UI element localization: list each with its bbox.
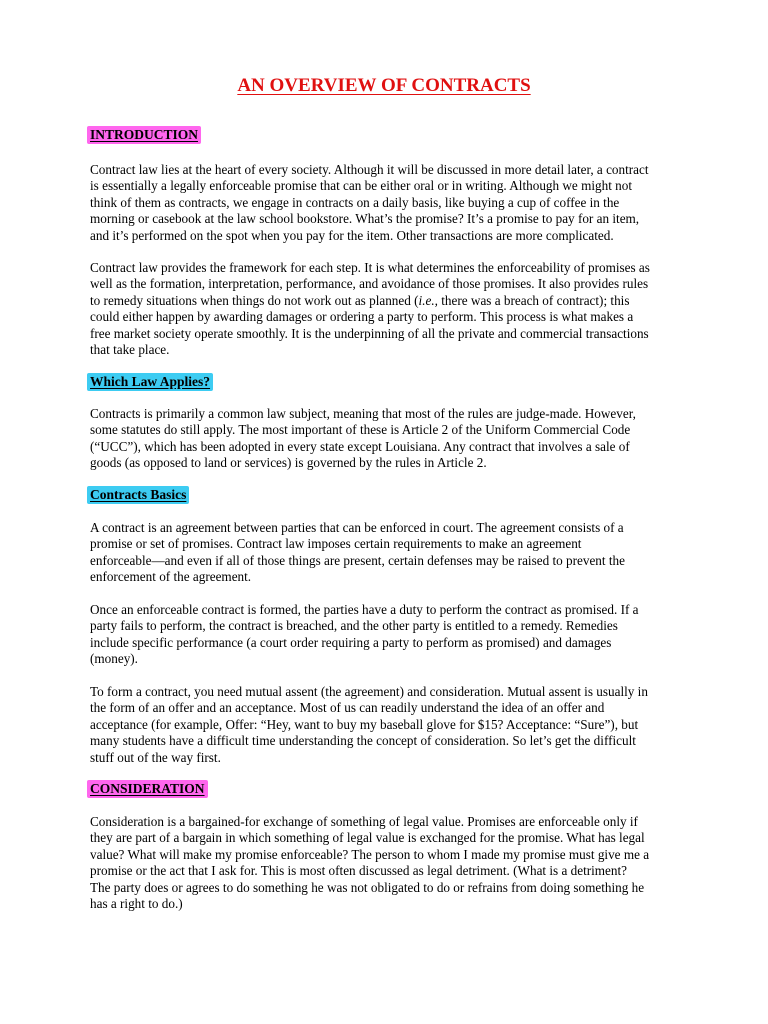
line-with-italic: to remedy situations when things do not work out as planned (i.e., there was a breach of contract); this <box>90 292 630 308</box>
paragraph: Once an enforceable contract is formed, the parties have a duty to perform the contract as promised. If a party fails to perform, the contract is breached, and the other party is entitled to a remedy. Remedies include specific performance (a court order requiring a party to perform as promised) and damages (money). <box>90 602 639 667</box>
section-heading-contracts-basics: Contracts Basics <box>87 486 189 504</box>
page-title: AN OVERVIEW OF CONTRACTS <box>237 75 531 96</box>
paragraph: Consideration is a bargained-for exchange of something of legal value. Promises are enforceable only if they are part of a bargain in which something of legal value is exchanged for the promise. What has legal value? What will make my promise enforceable? The person to whom I made my promise must give me a promise or the act that I ask for. This is most often discussed as legal detriment. (What is a detriment? The party does or agrees to do something he was not obligated to do or refrains from doing something he has a right to do.) <box>90 814 650 912</box>
paragraph: A contract is an agreement between parties that can be enforced in court. The agreement consists of a promise or set of promises. Contract law imposes certain requirements to make an agreement enforceable—and even if all of those things are present, certain defenses may be raised to prevent the enforcement of the agreement. <box>90 520 625 585</box>
section-heading-introduction: INTRODUCTION <box>87 126 201 144</box>
paragraph: Contract law lies at the heart of every society. Although it will be discussed in more detail later, a contract is essentially a legally enforceable promise that can be either oral or in writing. Although we might not think of them as contracts, we engage in contracts on a daily basis, like buying a cup of coffee in the morning or casebook at the law school bookstore. What’s the promise? It’s a promise to pay for an item, and it’s performed on the spot when you pay for the item. Other transactions are more complicated. <box>90 162 649 243</box>
paragraph: Contracts is primarily a common law subject, meaning that most of the rules are judge-made. However, some statutes do still apply. The most important of these is Article 2 of the Uniform Commercial Code (“UCC”), which has been adopted in every state except Louisiana. Any contract that involves a sale of goods (as opposed to land or services) is governed by the rules in Article 2. <box>90 406 636 471</box>
paragraph: Contract law provides the framework for each step. It is what determines the enforceability of promises as well as the formation, interpretation, performance, and avoidance of those promises. It also provides rules to remedy situations when things do not work out as planned (i.e., there was a breach of contract); this could either happen by awarding damages or ordering a party to perform. This process is what makes a free market society operate smoothly. It is the underpinning of all the private and commercial transactions that take place. <box>90 260 690 358</box>
paragraph: To form a contract, you need mutual assent (the agreement) and consideration. Mutual assent is usually in the form of an offer and an acceptance. Most of us can readily understand the idea of an offer and acceptance (for example, Offer: “Hey, want to buy my baseball glove for $15? Acceptance: “Sure”), but many students have a difficult time understanding the concept of consideration. So let’s get the difficult stuff out of the way first. <box>90 684 648 765</box>
section-heading-which-law-applies: Which Law Applies? <box>87 373 213 391</box>
section-heading-consideration: CONSIDERATION <box>87 780 208 798</box>
